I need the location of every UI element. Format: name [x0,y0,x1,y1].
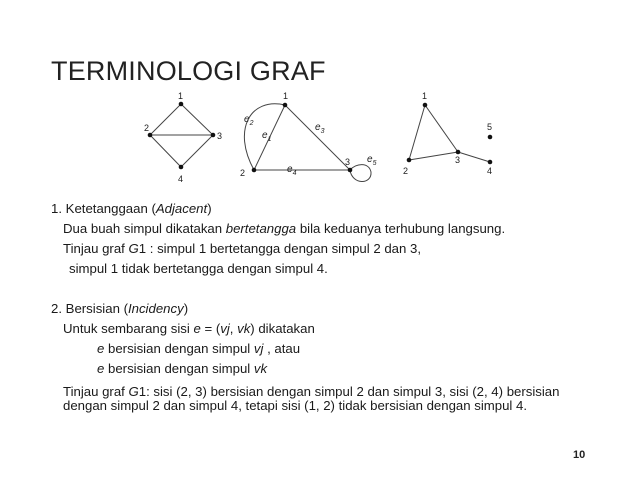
g3-label-4: 4 [487,166,493,176]
g2-edge-label-e1: $e_1$ [262,130,272,143]
g2-edge-label-e4: $e_4$ [287,164,297,177]
g2-vertex-2 [252,168,257,173]
g3-edge-3-4 [458,152,490,162]
g2-edge-e5-loop [350,165,371,182]
incidency-case-vk: e bersisian dengan simpul vk [97,361,268,376]
g1-vertex-1 [179,102,184,107]
page-number: 10 [573,449,586,461]
incidency-example-line2: dengan simpul 2 dan simpul 4, tetapi sisi (1, 2) tidak bersisian dengan simpul 4. [63,398,528,413]
g3-label-3: 3 [455,155,461,165]
g2-label-2: 2 [240,168,246,178]
g1-edge-2-4 [150,135,181,167]
g1-label-4: 4 [178,174,184,184]
graph-g3 [409,105,493,162]
g3-vertex-1 [423,103,428,108]
spacer [51,279,611,299]
g2-vertex-1 [283,103,288,108]
g2-vertex-3 [348,168,353,173]
g1-vertex-2 [148,133,153,138]
g1-edge-1-2 [150,104,181,135]
g1-vertex-3 [211,133,216,138]
g3-label-5: 5 [487,122,493,132]
graph-g1 [150,104,213,167]
adjacent-definition: Dua buah simpul dikatakan bertetangga bila keduanya terhubung langsung. [63,221,506,236]
adjacent-example-line1: Tinjau graf G1 : simpul 1 bertetangga dengan simpul 2 dan 3, [63,241,422,256]
g3-edge-1-3 [425,105,458,152]
g2-edge-label-e3: $e_3$ [315,122,325,135]
g2-edge-e3 [285,105,350,170]
section-incidency-heading: 2. Bersisian (Incidency) [51,301,189,316]
g1-label-3: 3 [217,131,223,141]
g1-label-1: 1 [178,91,184,101]
g2-label-3: 3 [345,157,351,167]
slide-body [51,199,611,413]
g3-vertex-2 [407,158,412,163]
slide-title: TERMINOLOGI GRAF [51,56,326,86]
g1-label-2: 2 [144,123,150,133]
g3-label-2: 2 [403,166,409,176]
g3-edge-1-2 [409,105,425,160]
g1-vertex-4 [179,165,184,170]
section-adjacent-heading: 1. Ketetanggaan (Adjacent) [51,201,212,216]
g3-edge-2-3 [409,152,458,160]
g3-vertex-4 [488,160,493,165]
g2-label-1: 1 [283,91,289,101]
incidency-case-vj: e bersisian dengan simpul vj , atau [97,341,301,356]
g2-edge-label-e2: $e_2$ [244,114,254,127]
adjacent-example-line2: simpul 1 tidak bertetangga dengan simpul 4. [69,261,328,276]
g3-vertex-3 [456,150,461,155]
g2-edge-label-e5: $e_5$ [367,154,377,167]
g1-edge-3-4 [181,135,213,167]
graph-figures [0,0,638,200]
g1-edge-1-3 [181,104,213,135]
g3-vertex-5 [488,135,493,140]
g3-label-1: 1 [422,91,428,101]
incidency-definition: Untuk sembarang sisi e = (vj, vk) dikatakan [63,321,315,336]
incidency-example-line1: Tinjau graf G1: sisi (2, 3) bersisian dengan simpul 2 dan simpul 3, sisi (2, 4) bersisian [63,384,560,399]
